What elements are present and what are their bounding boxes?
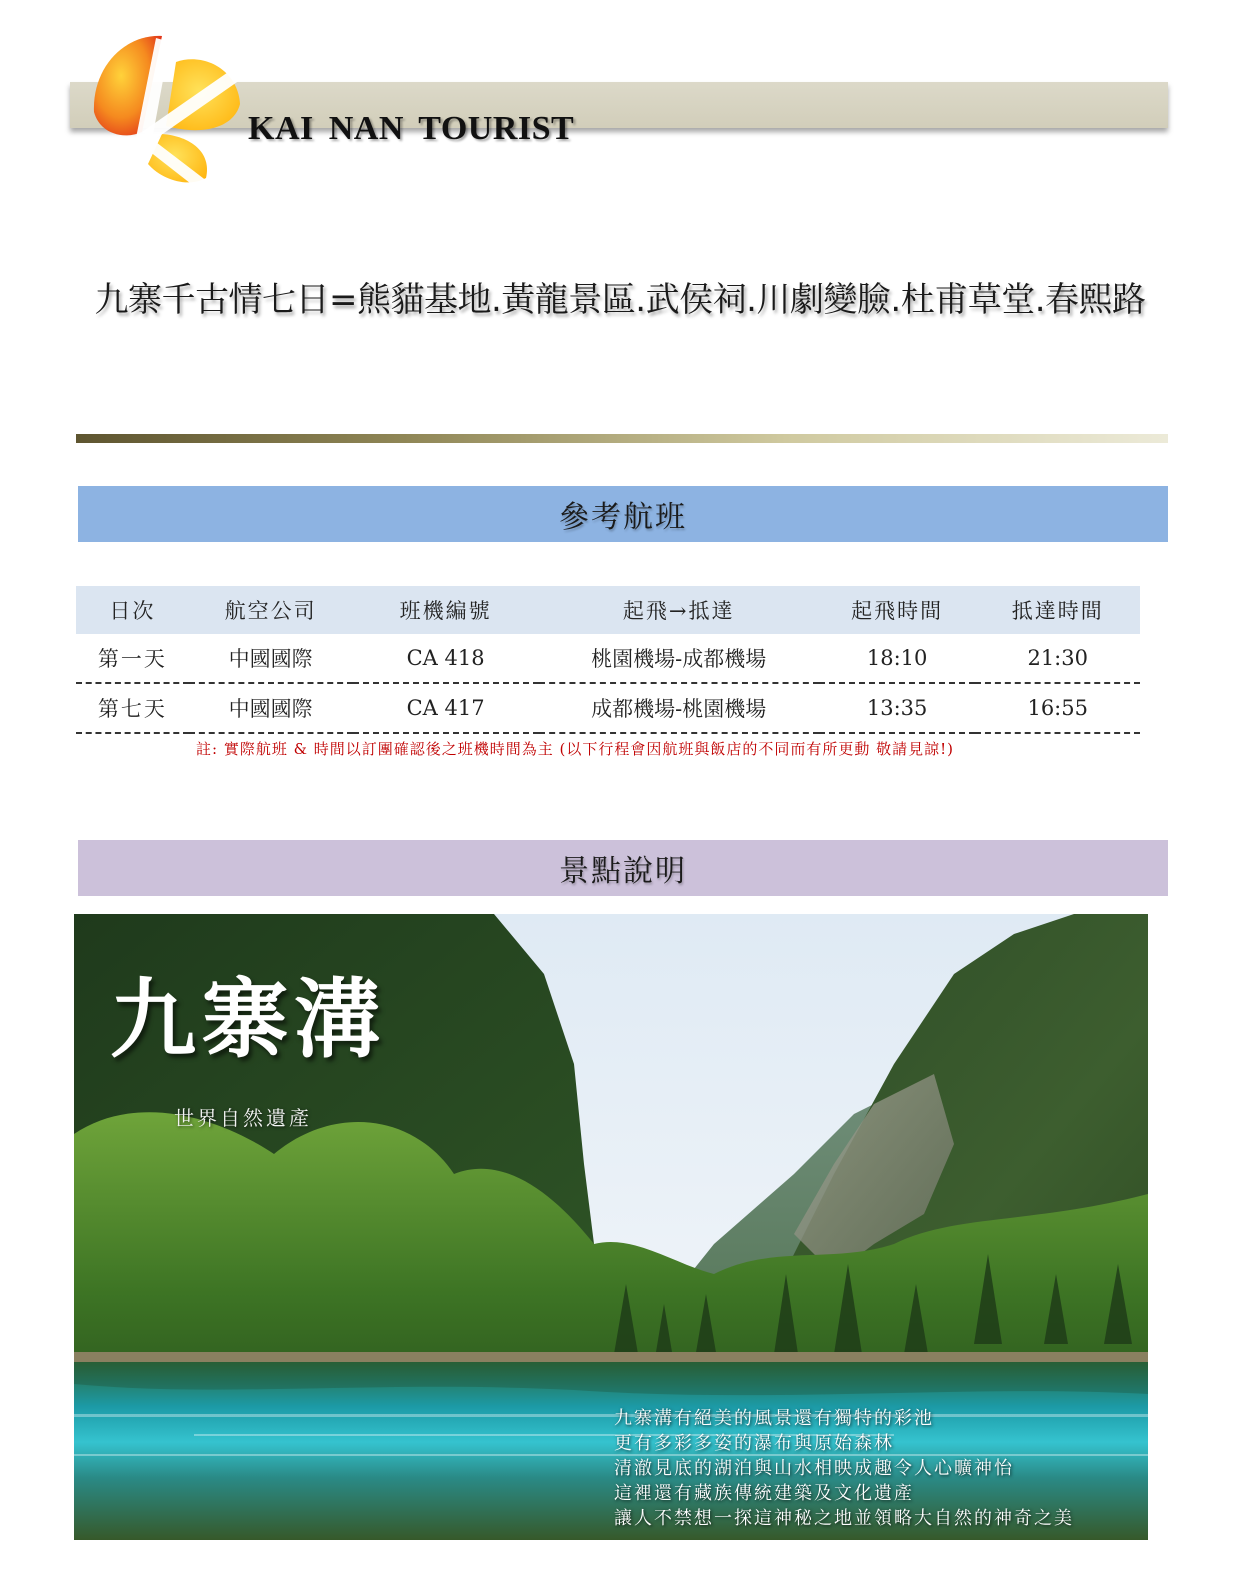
caption-line: 清澈見底的湖泊與山水相映成趣令人心曠神怡 [614,1458,1014,1479]
cell-depart: 18:10 [819,634,976,683]
column-header-route: 起飛→抵達 [539,586,819,634]
cell-arrive: 21:30 [975,634,1140,683]
cell-depart: 13:35 [819,683,976,733]
brand-name: KAI NAN TOURIST [248,110,575,147]
kai-nan-logo-icon [84,28,254,198]
caption-line: 讓人不禁想一探這神秘之地並領略大自然的神奇之美 [614,1508,1074,1529]
column-header-day: 日次 [76,586,189,634]
divider [76,434,1168,443]
cell-day: 第七天 [76,683,189,733]
photo-title: 九寨溝 [110,969,386,1070]
table-row [76,683,1140,733]
jiuzhaigou-photo [74,914,1148,1540]
cell-airline: 中國國際 [189,683,353,733]
cell-route: 成都機場-桃園機場 [539,683,819,733]
column-header-arrive: 抵達時間 [975,586,1140,634]
tour-title: 九寨千古情七日=熊貓基地.黃龍景區.武侯祠.川劇變臉.杜甫草堂.春熙路 [94,280,1146,320]
column-header-depart: 起飛時間 [819,586,976,634]
flight-note: 註: 實際航班 & 時間以訂團確認後之班機時間為主 (以下行程會因航班與飯店的不同而有所更動 敬請見諒!) [196,740,954,758]
cell-flight-no: CA 417 [353,683,539,733]
flight-section-header: 參考航班 [78,486,1168,542]
table-header-row [76,586,1140,634]
caption-line: 這裡還有藏族傳統建築及文化遺產 [614,1483,914,1504]
photo-subtitle: 世界自然遺產 [174,1106,312,1130]
cell-flight-no: CA 418 [353,634,539,683]
photo-caption [614,1406,1074,1531]
cell-airline: 中國國際 [189,634,353,683]
flight-table [76,586,1140,734]
caption-line: 更有多彩多姿的瀑布與原始森林 [614,1433,894,1454]
cell-route: 桃園機場-成都機場 [539,634,819,683]
cell-day: 第一天 [76,634,189,683]
table-row [76,634,1140,683]
cell-arrive: 16:55 [975,683,1140,733]
attractions-section-header: 景點說明 [78,840,1168,896]
column-header-airline: 航空公司 [189,586,353,634]
caption-line: 九寨溝有絕美的風景還有獨特的彩池 [614,1408,934,1429]
column-header-flight-no: 班機編號 [353,586,539,634]
